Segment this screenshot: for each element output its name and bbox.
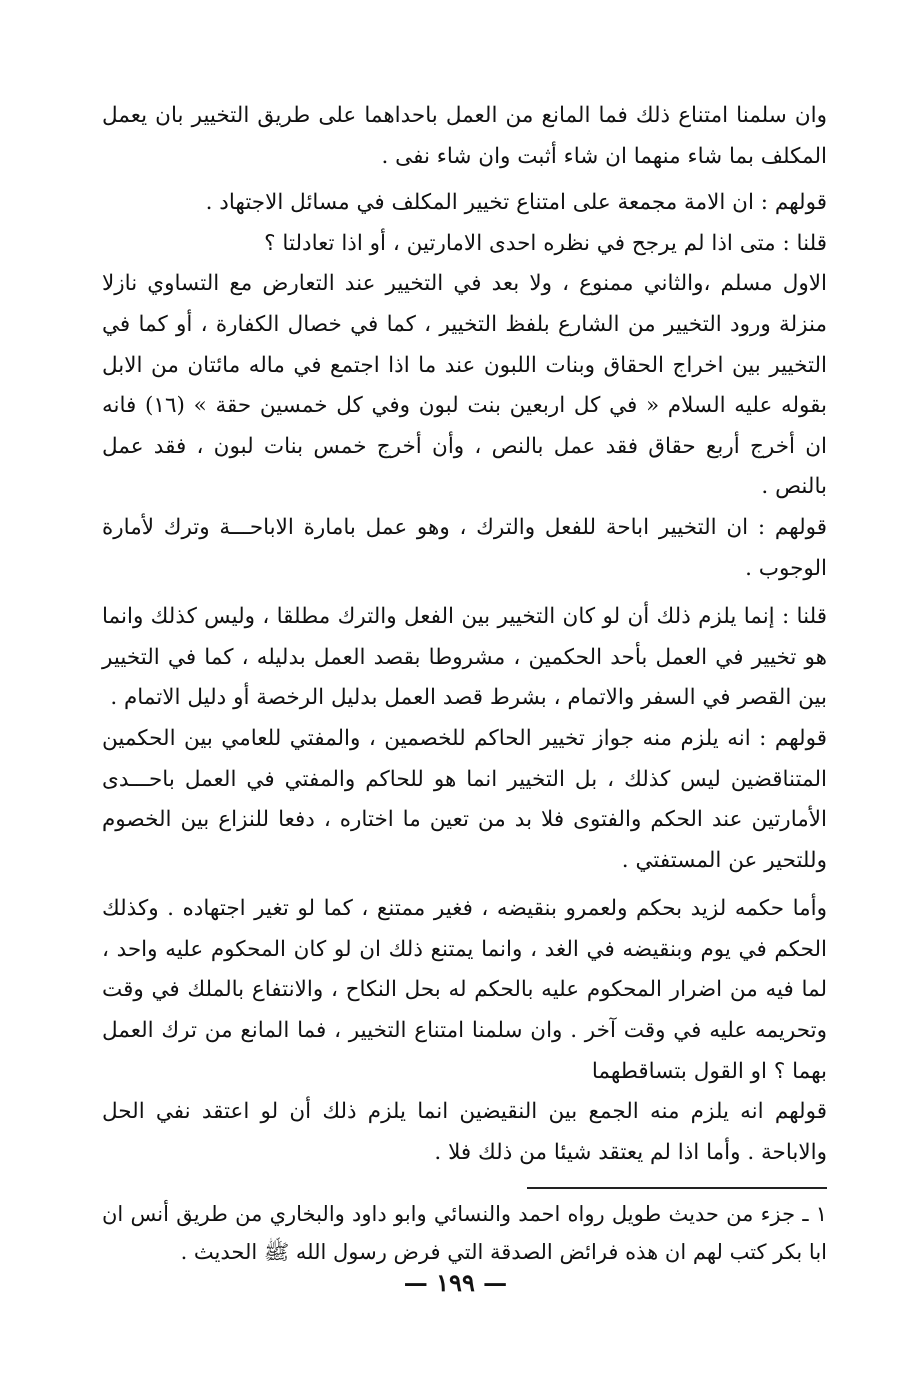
paragraph: قولهم انه يلزم منه الجمع بين النقيضين انما يلزم ذلك أن لو اعتقد نفي الحل والاباحة . وأما اذا لم يعتقد شيئا من ذلك فلا . [102, 1099, 827, 1165]
paragraph: وان سلمنا امتناع ذلك فما المانع من العمل باحداهما على طريق التخيير بان يعمل المكلف بما شاء منهما ان شاء أثبت وان شاء نفى . [102, 103, 827, 169]
paragraph: قولهم : انه يلزم منه جواز تخيير الحاكم للخصمين ، والمفتي للعامي بين الحكمين المتناقضين ليس كذلك ، بل التخيير انما هو للحاكم والمفتي في العمل باحـــدى الأمارتين عند الحكم والفتوى فلا بد من تعين ما اختاره ، دفعا للنزاع بين الخصوم وللتحير عن المستفتي . [102, 725, 827, 873]
footnote-text: ١ ـ جزء من حديث طويل رواه احمد والنسائي وابو داود والبخاري من طريق أنس ان ابا بكر كتب لهم ان هذه فرائض الصدقة التي فرض رسول الله ﷺ الحديث . [102, 1202, 827, 1265]
paragraph: قولهم : ان الامة مجمعة على امتناع تخيير المكلف في مسائل الاجتهاد . [205, 190, 827, 216]
main-text [102, 96, 827, 1173]
footnote-divider [527, 1187, 827, 1189]
footnote [102, 1195, 827, 1271]
paragraph: قلنا : متى اذا لم يرجح في نظره احدى الامارتين ، أو اذا تعادلتا ؟ [264, 230, 827, 256]
page-number: — ١٩٩ — [403, 1268, 508, 1297]
paragraph: الاول مسلم ،والثاني ممنوع ، ولا بعد في التخيير عند التعارض مع التساوي نازلا منزلة ورود التخيير من الشارع بلفظ التخيير ، كما في خصال الكفارة ، أو كما في التخيير بين اخراج الحقاق وبنات اللبون عند ما اذا اجتمع في ماله مائتان من الابل بقوله عليه السلام « في كل اربعين بنت لبون وفي كل خمسين حقة » (١٦) فانه ان أخرج أربع حقاق فقد عمل بالنص ، وأن أخرج خمس بنات لبون ، فقد عمل بالنص . [102, 271, 828, 500]
paragraph: قلنا : إنما يلزم ذلك أن لو كان التخيير بين الفعل والترك مطلقا ، وليس كذلك وانما هو تخيير في العمل بأحد الحكمين ، مشروطا بقصد العمل بدليله ، كما في التخيير بين القصر في السفر والاتمام ، بشرط قصد العمل بدليل الرخصة أو دليل الاتمام . [102, 604, 827, 711]
paragraph: وأما حكمه لزيد بحكم ولعمرو بنقيضه ، فغير ممتنع ، كما لو تغير اجتهاده . وكذلك الحكم في يوم وبنقيضه في الغد ، وانما يمتنع ذلك ان لو كان المحكوم عليه واحد ، لما فيه من اضرار المحكوم عليه بالحكم له بحل النكاح ، والانتفاع بالملك في وقت وتحريمه عليه في وقت آخر . وان سلمنا امتناع التخيير ، فما المانع من ترك العمل بهما ؟ او القول بتساقطهما [102, 896, 827, 1084]
paragraph: قولهم : ان التخيير اباحة للفعل والترك ، وهو عمل بامارة الاباحـــة وترك لأمارة الوجوب . [102, 514, 827, 581]
